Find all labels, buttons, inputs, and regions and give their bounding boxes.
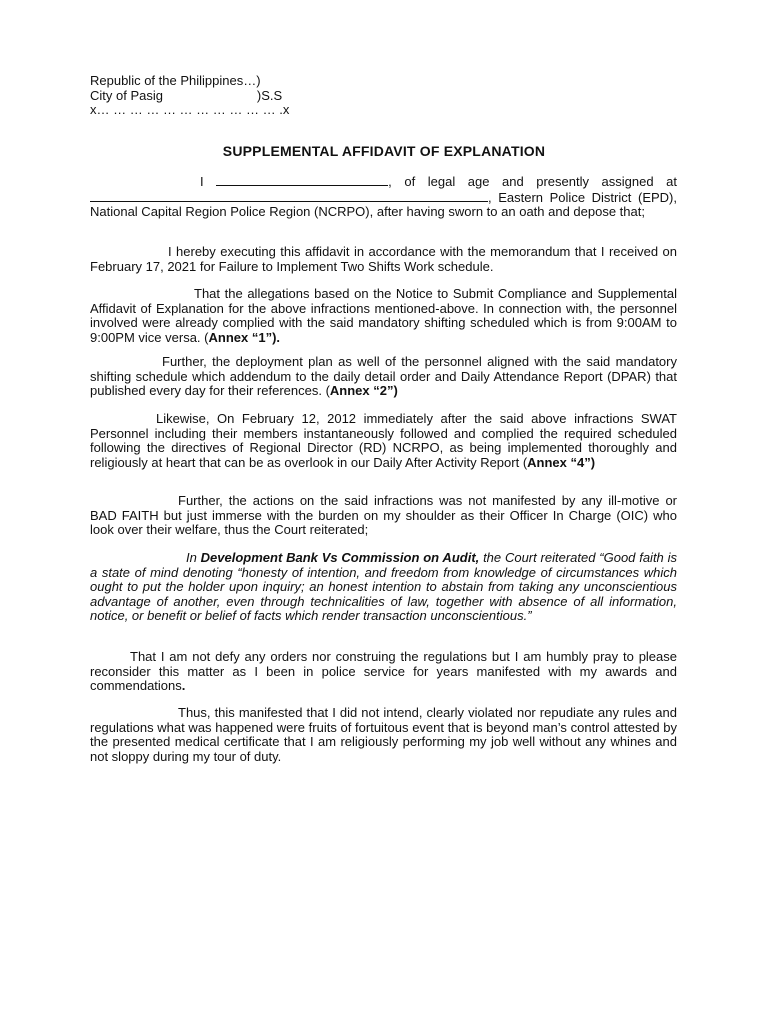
affiant-intro: I bbox=[200, 174, 217, 189]
paragraph-likewise: Likewise, On February 12, 2012 immediately after the said above infractions SWAT Personnel including their members instantaneously followed and complied the required scheduled following the directives of Regional Director (RD) NCRPO, as being implemented thoroughly and religiously at heart that can be as overlook in our Daily After Activity Report (Annex “4”) bbox=[90, 411, 677, 470]
affiant-rest: , Eastern Police District (EPD), National Capital Region Police Region (NCRPO), after having sworn to an oath and depose that; bbox=[90, 189, 677, 220]
paragraph-conclusion: Thus, this manifested that I did not intend, clearly violated nor repudiate any rules and regulations what was happened were fruits of fortuitous event that is beyond man’s control attested by the presented medical certificate that I am religiously performing my job well without any whines and not sloppy during my tour of duty. bbox=[90, 705, 677, 764]
header-republic: Republic of the Philippines…) bbox=[90, 73, 261, 88]
annex-2: Annex “2”) bbox=[329, 383, 398, 399]
paragraph-bad-faith: Further, the actions on the said infractions was not manifested by any ill-motive or BAD FAITH but just immerse with the burden on my shoulder as their Officer In Charge (OIC) who look over their welfare, thus the Court reiterated; bbox=[90, 493, 677, 538]
paragraph-memorandum: I hereby executing this affidavit in accordance with the memorandum that I received on February 17, 2021 for Failure to Implement Two Shifts Work schedule. bbox=[90, 244, 677, 274]
header-city: City of Pasig )S.S bbox=[90, 87, 283, 103]
header-separator: x… … … … … … … … … … … .x bbox=[90, 102, 290, 118]
name-blank bbox=[216, 174, 388, 186]
paragraph-jurisprudence: In Development Bank Vs Commission on Audit, the Court reiterated “Good faith is a state of mind denoting “honesty of intention, and freedom from knowledge of circumstances which ought to put the holder upon inquiry; an honest intention to abstain from taking any unconscientious advantage of another, even through technicalities of law, together with absence of all information, notice, or benefit or belief of facts which render transaction unconscientious.” bbox=[90, 550, 677, 624]
paragraph-reconsideration: That I am not defy any orders nor construing the regulations but I am humbly pray to please reconsider this matter as I been in police service for years manifested with my awards and commendations. bbox=[90, 649, 677, 694]
case-citation: Development Bank Vs Commission on Audit, bbox=[200, 550, 480, 565]
document-title: SUPPLEMENTAL AFFIDAVIT OF EXPLANATION bbox=[222, 143, 546, 159]
venue-header bbox=[90, 74, 289, 118]
paragraph-deployment: Further, the deployment plan as well of the personnel aligned with the said mandatory shifting schedule which addendum to the daily detail order and Daily Attendance Report (DPAR) that published every day for their references. (Annex “2”) bbox=[90, 354, 677, 399]
annex-1: Annex “1”). bbox=[208, 329, 281, 345]
paragraph-affiant bbox=[90, 174, 677, 220]
assignment-blank bbox=[90, 190, 488, 202]
affiant-mid: , of legal age and presently assigned at bbox=[388, 174, 677, 189]
annex-4: Annex “4”) bbox=[527, 454, 596, 470]
paragraph-allegations: That the allegations based on the Notice to Submit Compliance and Supplemental Affidavit of Explanation for the above infractions mentioned-above. In connection with, the personnel involved were already complied with the said mandatory shifting scheduled which is from 9:00AM to 9:00PM vice versa. (Annex “1”). bbox=[90, 286, 677, 345]
